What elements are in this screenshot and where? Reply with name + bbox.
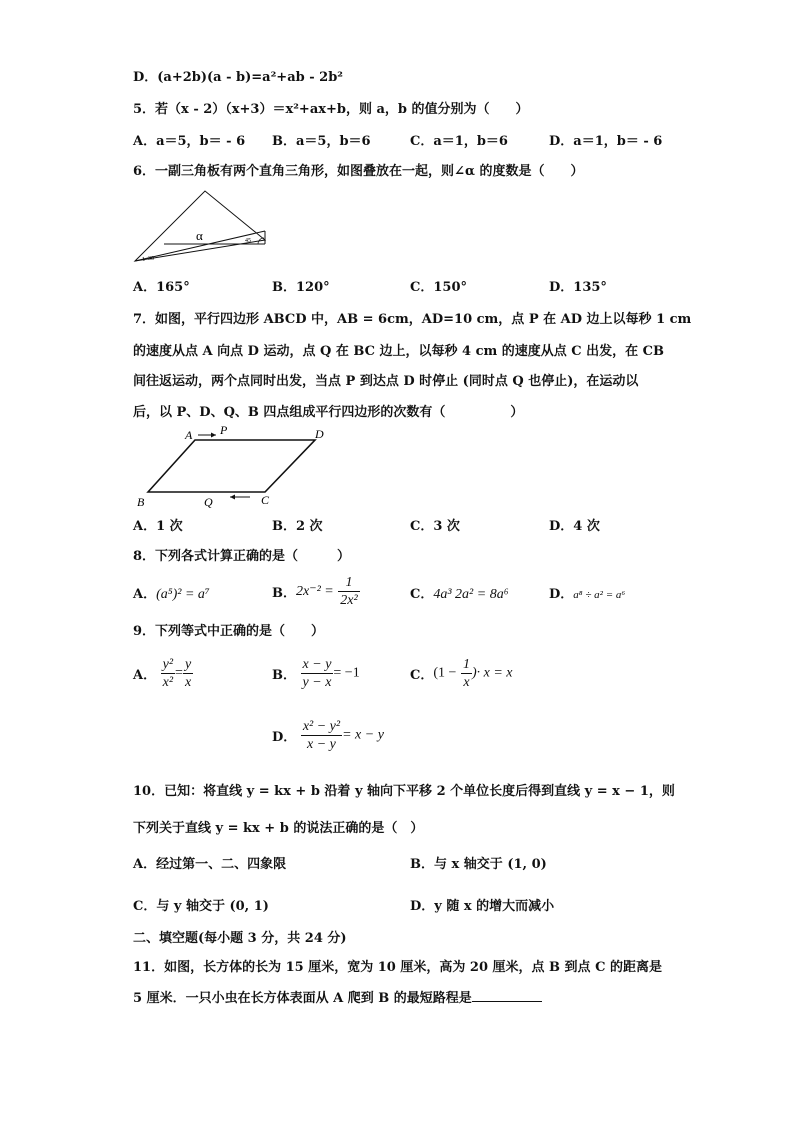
q9-c-pre: (1 − (433, 665, 457, 681)
q4-option-d: D．(a+2b)(a - b)=a²+ab - 2b² (133, 70, 343, 85)
q8-option-d (549, 583, 625, 602)
q9-a-label: A． (133, 668, 157, 683)
q8-option-a (133, 583, 210, 603)
q7-label-c: C (261, 493, 270, 507)
q8-option-b (272, 574, 360, 609)
q9-d-num: x² − y² (302, 719, 341, 734)
q7-line2: 的速度从点 A 向点 D 运动，点 Q 在 BC 边上，以每秒 4 cm 的速度从点 C 出发，在 CB (133, 344, 665, 359)
q5-option-a: A．a＝5，b＝ - 6 (133, 134, 246, 149)
q9-a-den: x² (162, 675, 174, 690)
q10-option-d: D．y 随 x 的增大而减小 (410, 899, 555, 914)
q7-line3: 间往返运动，两个点同时出发，当点 P 到达点 D 时停止 (同时点 Q 也停止)，在运动以 (133, 374, 639, 389)
q9-d-den: x − y (307, 737, 336, 752)
q11-line1: 11．如图，长方体的长为 15 厘米，宽为 10 厘米，高为 20 厘米，点 B 到点 C 的距离是 (133, 960, 662, 975)
q8-b-fraction (338, 574, 359, 609)
q7-option-a: A．1 次 (133, 519, 183, 534)
q11-answer-blank[interactable] (472, 989, 542, 1002)
q6-45-label: 45 (245, 238, 251, 244)
q9-a-num2: y (184, 657, 192, 672)
q9-b-den: y − x (302, 675, 332, 690)
q5-stem: 5．若（x - 2）（x+3）＝x²+ax+b，则 a，b 的值分别为（ ） (133, 102, 529, 117)
q8-d-expr: a⁸ ÷ a² = a⁶ (573, 589, 626, 601)
q7-label-b: B (137, 495, 145, 509)
q8-option-c (410, 583, 509, 603)
q8-b-den: 2x² (340, 593, 358, 608)
q7-line1: 7．如图，平行四边形 ABCD 中，AB = 6cm，AD=10 cm，点 P 在 AD 边上以每秒 1 cm (133, 312, 692, 327)
q9-a-frac2 (183, 656, 193, 691)
q9-c-den: x (463, 675, 470, 690)
q6-option-c: C．150° (410, 280, 467, 295)
q10-option-a: A．经过第一、二、四象限 (133, 857, 287, 872)
q11-line2: 5 厘米．一只小虫在长方体表面从 A 爬到 B 的最短路程是 (133, 991, 472, 1006)
q9-a-num: y² (162, 657, 174, 672)
q9-c-num: 1 (462, 657, 470, 672)
q10-option-b: B．与 x 轴交于 (1, 0) (410, 857, 547, 872)
q7-line4: 后，以 P、D、Q、B 四点组成平行四边形的次数有（ ） (133, 405, 524, 420)
q8-a-label: A． (133, 587, 157, 602)
q5-option-d: D．a＝1，b＝ - 6 (549, 134, 663, 149)
q6-triangle-figure (130, 186, 270, 266)
q9-c-label: C． (410, 668, 434, 683)
q7-label-p: P (220, 423, 228, 437)
q9-option-b (272, 656, 360, 691)
q5-option-b: B．a＝5，b＝6 (272, 134, 371, 149)
q9-c-frac (461, 656, 472, 691)
q7-option-b: B．2 次 (272, 519, 323, 534)
q9-b-label: B． (272, 668, 296, 683)
q9-a-eq: = (175, 665, 183, 681)
q10-line1: 10．已知：将直线 y = kx + b 沿着 y 轴向下平移 2 个单位长度后得到直线 y = x − 1，则 (133, 784, 675, 799)
q6-option-b: B．120° (272, 280, 330, 295)
q7-option-c: C．3 次 (410, 519, 460, 534)
q7-label-a: A (185, 428, 193, 442)
q8-d-label: D． (549, 587, 574, 602)
q9-option-d (272, 718, 384, 753)
q7-label-q: Q (204, 495, 213, 509)
q10-option-c: C．与 y 轴交于 (0, 1) (133, 899, 269, 914)
section2-title: 二、填空题(每小题 3 分，共 24 分) (133, 931, 347, 946)
q9-option-a (133, 656, 193, 691)
q8-b-num: 1 (338, 574, 359, 592)
q6-30-label: 30 (148, 256, 154, 262)
q11-line2-wrap (133, 987, 542, 1006)
q9-d-rhs: = x − y (342, 727, 384, 743)
q6-stem: 6．一副三角板有两个直角三角形，如图叠放在一起，则∠α 的度数是（ ） (133, 164, 584, 179)
q6-option-d: D．135° (549, 280, 607, 295)
q9-b-frac (301, 656, 334, 691)
q6-alpha-label: α (196, 228, 203, 243)
q9-a-den2: x (184, 675, 192, 690)
q9-d-frac (301, 718, 342, 753)
q5-option-c: C．a＝1，b＝6 (410, 134, 508, 149)
q8-b-lhs: 2x⁻² = (296, 584, 334, 599)
q10-line2: 下列关于直线 y = kx + b 的说法正确的是（ ） (133, 821, 424, 836)
q9-b-num: x − y (302, 657, 332, 672)
q9-a-frac1 (161, 656, 175, 691)
q7-option-d: D．4 次 (549, 519, 600, 534)
q6-option-a: A．165° (133, 280, 190, 295)
q7-parallelogram-figure (130, 422, 340, 510)
q9-d-label: D． (272, 730, 297, 745)
q8-stem: 8．下列各式计算正确的是（ ） (133, 549, 351, 564)
q9-option-c (410, 656, 513, 691)
q7-label-d: D (315, 427, 324, 441)
q9-b-rhs: = −1 (333, 665, 360, 681)
q9-stem: 9．下列等式中正确的是（ ） (133, 624, 325, 639)
q8-c-expr: 4a³ 2a² = 8a⁶ (433, 587, 509, 602)
q8-a-expr: (a⁵)² = a⁷ (156, 587, 210, 602)
q8-c-label: C． (410, 587, 434, 602)
q8-b-label: B． (272, 586, 296, 601)
q9-c-post: )· x = x (471, 665, 513, 681)
